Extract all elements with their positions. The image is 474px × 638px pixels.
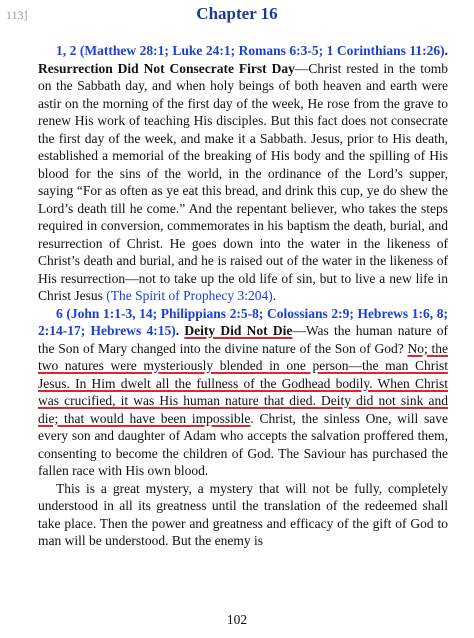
punctuation: . [175, 323, 185, 338]
verse-number: 6 [56, 305, 67, 321]
paragraph-text: —Was the human nature of the Son of Mary changed into the divine nature of the Son of God? [38, 323, 449, 356]
scripture-references[interactable]: (John 1:1-3, 14; Philippians 2:5-8; Colossians 2:9; Hebrews 1:6, 8; 2:14-17; Hebrews 4:15) [38, 305, 448, 338]
chapter-title: Chapter 16 [196, 4, 278, 23]
section-heading: Resurrection Did Not Consecrate First Day [38, 60, 295, 76]
punctuation: . [444, 43, 449, 58]
punctuation: . [272, 288, 277, 303]
page-number: 102 [226, 612, 248, 627]
paragraph-2 [38, 305, 448, 480]
paragraph-text: —Christ rested in the tomb on the Sabbath day, and when holy beings of both heaven and earth were astir on the morning of the first day of the week, He rose from the grave to renew His work of teaching His disciples. But this fact does not consecrate the first day of the week, and make it a Sabbath. Jesus, prior to His death, established a memorial of the breaking of His body and the spilling of His blood for the sins of the world, in the ordinance of the Lord’s supper, saying “For as often as ye eat this bread, and drink this cup, ye do shew the Lord’s death till he come.” And the repentant believer, who takes the steps required in conversion, commemorates in his baptism the death, burial, and resurrection of Christ. He goes down into the water in the likeness of Christ’s death and burial, and he is raised out of the water in the likeness of His resurrection—not to take up the old life of sin, but to live a new life in Christ Jesus [38, 60, 449, 303]
source-reference-link[interactable]: (The Spirit of Prophecy 3:204) [106, 288, 273, 303]
scripture-references[interactable]: (Matthew 28:1; Luke 24:1; Romans 6:3-5; 1 Corinthians 11:26) [79, 43, 445, 58]
paragraph-3: This is a great mystery, a mystery that will not be fully, completely understood in all its greatness until the translation of the redeemed shall take place. Then the power and greatness and efficacy of the gift of God to man will be understood. But the enemy is [38, 480, 448, 548]
verse-number: 1, 2 [56, 43, 80, 58]
paragraph-text: . Christ, the sinless One, will save every son and daughter of Adam who accepts the salvation proffered them, consenting to become the children of God. The Saviour has purchased the fallen race with His own blood. [38, 410, 448, 478]
section-heading: Deity Did Not Die [184, 323, 293, 338]
underlined-highlight: No; the two natures were mysteriously blended in one person—the man Christ Jesus. In Him dwelt all the fullness of the Godhead bodily. When Christ was crucified, it was His human nature that died. Deity did not sink and die; that would have been impossible [38, 340, 448, 426]
paragraph-1 [38, 42, 448, 305]
page-ref: 113] [6, 8, 28, 22]
page-content [38, 42, 448, 550]
